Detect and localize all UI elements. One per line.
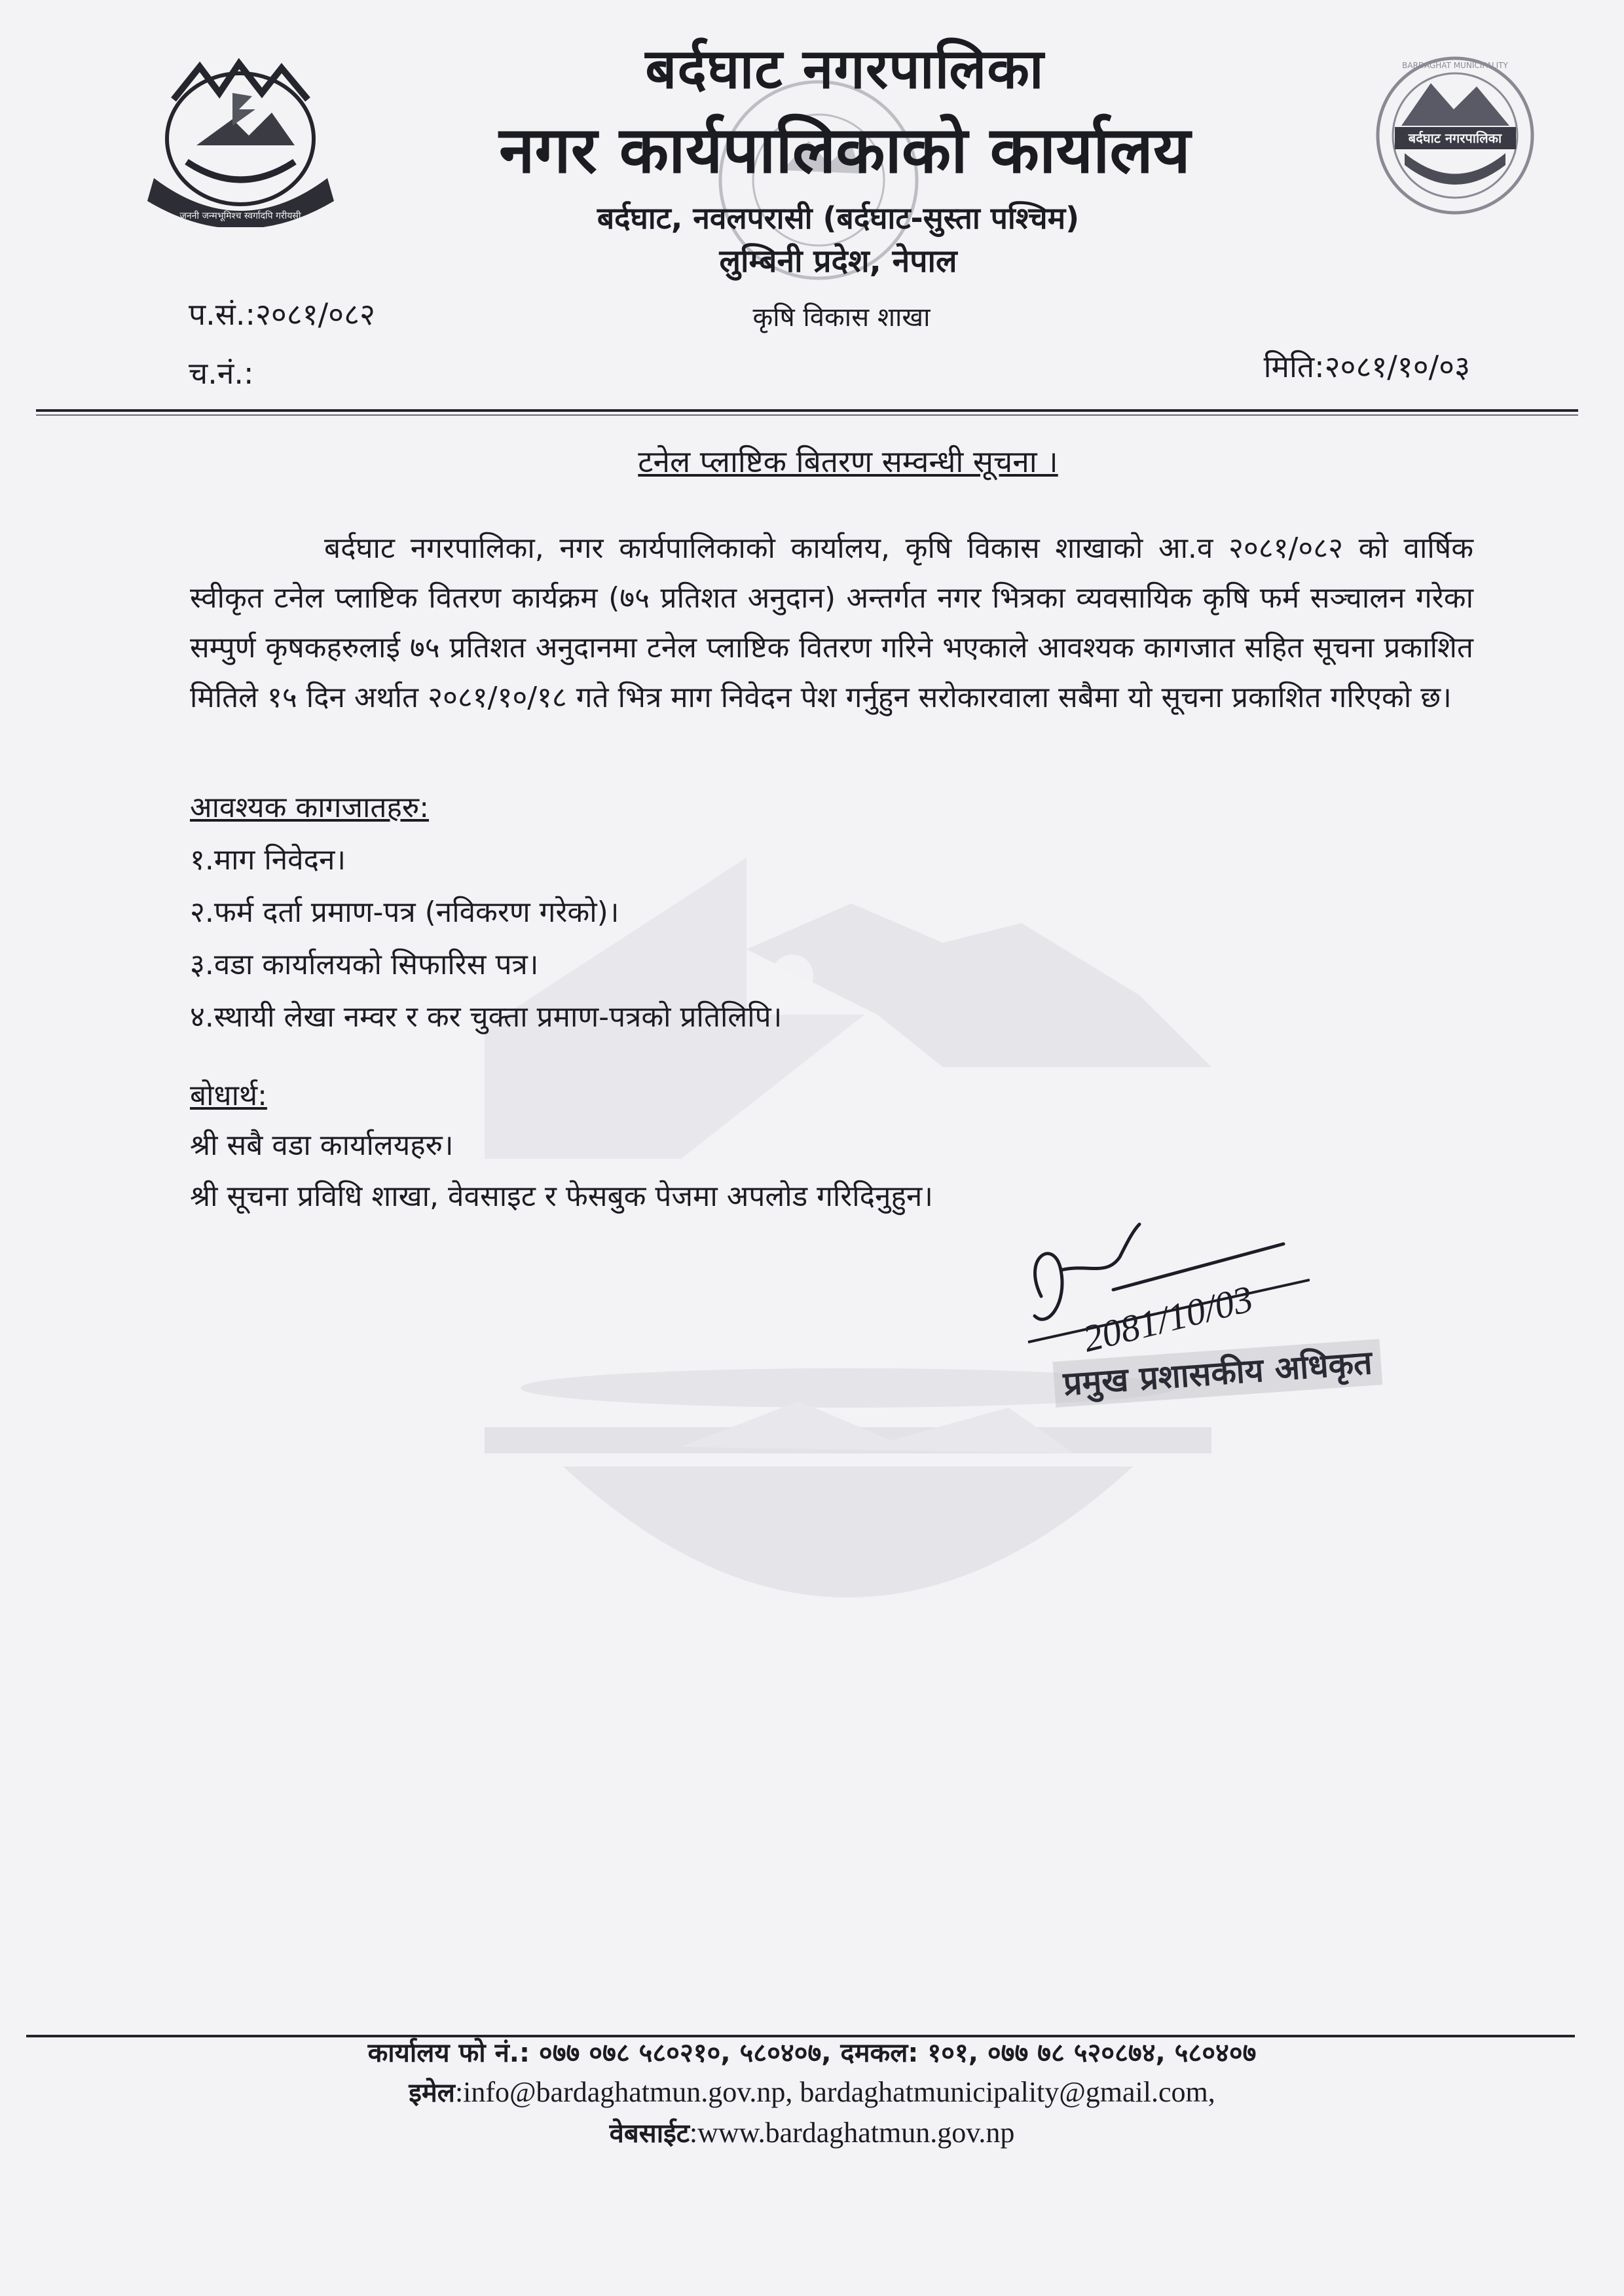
document-item: ३.वडा कार्यालयको सिफारिस पत्र। [190,948,539,981]
footer-phone: कार्यालय फो नं.: ०७७ ०७८ ५८०२१०, ५८०४०७, दमकल: १०१, ०७७ ७८ ५२०८७४, ५८०४०७ [367,2038,1257,2068]
office-name: नगर कार्यपालिकाको कार्यालय [499,113,1190,188]
municipality-name: बर्दघाट नगरपालिका [645,37,1044,101]
required-documents-heading: आवश्यक कागजातहरु: [190,791,430,824]
cc-recipient: श्री सबै वडा कार्यालयहरु। [190,1129,454,1162]
svg-text:2081/10/03: 2081/10/03 [1079,1277,1257,1360]
reference-number: प.सं.:२०८१/०८२ [189,297,375,332]
dispatch-number: च.नं.: [189,355,254,391]
branch-name: कृषि विकास शाखा [752,302,931,333]
cc-recipient: श्री सूचना प्रविधि शाखा, वेवसाइट र फेसबुक पेजमा अपलोड गरिदिनुहुन। [190,1180,933,1213]
notice-body: बर्दघाट नगरपालिका, नगर कार्यपालिकाको कार्यालय, कृषि विकास शाखाको आ.व २०८१/०८२ को वार्षिक स्वीकृत टनेल प्लाष्टिक वितरण कार्यक्रम (७५ प्रतिशत अनुदान) अन्तर्गत नगर भित्रका व्यवसायिक कृषि फर्म सञ्चालन गरेका सम्पुर्ण कृषकहरुलाई ७५ प्रतिशत अनुदानमा टनेल प्लाष्टिक वितरण गरिने भएकाले आवश्यक कागजात सहित सूचना प्रकाशित मितिले १५ दिन अर्थात २०८१/१०/१८ गते भित्र माग निवेदन पेश गर्नुहुन सरोकारवाला सबैमा यो सूचना प्रकाशित गरिएको छ। [190,532,1473,714]
notice-subject: टनेल प्लाष्टिक बितरण सम्वन्धी सूचना । [638,444,1058,479]
address-line-1: बर्दघाट, नवलपरासी (बर्दघाट-सुस्ता पश्चिम) [597,200,1080,236]
svg-text:जननी जन्मभूमिश्च स्वर्गादपि गर: जननी जन्मभूमिश्च स्वर्गादपि गरीयसी [179,211,301,221]
website-value[interactable]: :www.bardaghatmun.gov.np [689,2117,1015,2149]
email-label: इमेल [409,2078,455,2108]
footer-website [157,2113,1467,2154]
address-line-2: लुम्बिनी प्रदेश, नेपाल [719,243,957,280]
svg-text:बर्दघाट नगरपालिका: बर्दघाट नगरपालिका [1408,130,1502,146]
website-label: वेबसाईट [609,2119,690,2149]
document-item: १.माग निवेदन। [190,843,346,877]
email-value[interactable]: :info@bardaghatmun.gov.np, bardaghatmunicipality@gmail.com, [454,2076,1215,2108]
footer-email [157,2072,1467,2113]
document-item: ४.स्थायी लेखा नम्वर र कर चुक्ता प्रमाण-पत्रको प्रतिलिपि। [190,1000,783,1034]
header-divider [36,409,1578,412]
municipality-logo-icon [1365,54,1545,217]
notice-date: मिति:२०८१/१०/०३ [1263,349,1470,384]
signatory-title: प्रमुख प्रशासकीय अधिकृत [1053,1339,1383,1408]
nepal-emblem-icon [134,47,347,227]
cc-heading: बोधार्थ: [190,1079,267,1112]
header-divider-secondary [36,414,1578,416]
svg-text:BARDAGHAT MUNICIPALITY: BARDAGHAT MUNICIPALITY [1402,61,1508,70]
document-item: २.फर्म दर्ता प्रमाण-पत्र (नविकरण गरेको)। [190,896,619,929]
